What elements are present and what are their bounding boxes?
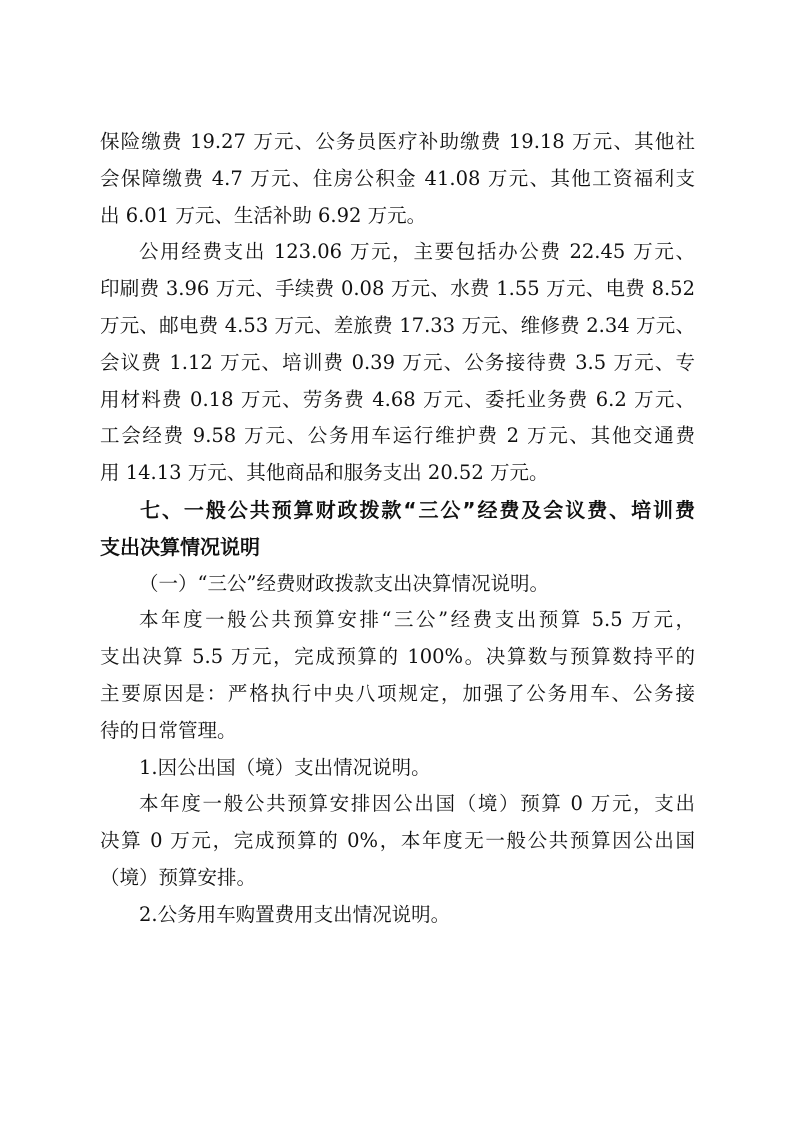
paragraph-line: 待的日常管理。 bbox=[100, 718, 237, 742]
paragraph-line: 用 14.13 万元、其他商品和服务支出 20.52 万元。 bbox=[100, 461, 549, 485]
paragraph-line: 万元、邮电费 4.53 万元、差旅费 17.33 万元、维修费 2.34 万元、 bbox=[100, 313, 695, 337]
document-body bbox=[100, 124, 695, 934]
paragraph-line: （境）预算安排。 bbox=[100, 865, 257, 889]
paragraph-line: 1.因公出国（境）支出情况说明。 bbox=[139, 755, 431, 779]
section-heading-line: 七、一般公共预算财政拨款“三公”经费及会议费、培训费 bbox=[140, 497, 695, 522]
paragraph-line: 用材料费 0.18 万元、劳务费 4.68 万元、委托业务费 6.2 万元、 bbox=[100, 387, 695, 411]
paragraph-line: 出 6.01 万元、生活补助 6.92 万元。 bbox=[100, 203, 427, 227]
paragraph-line: 会议费 1.12 万元、培训费 0.39 万元、公务接待费 3.5 万元、专 bbox=[100, 350, 695, 374]
paragraph-line: 决算 0 万元，完成预算的 0%，本年度无一般公共预算因公出国 bbox=[100, 829, 695, 853]
paragraph-line: 本年度一般公共预算安排“三公”经费支出预算 5.5 万元， bbox=[139, 608, 695, 632]
paragraph-line: 本年度一般公共预算安排因公出国（境）预算 0 万元，支出 bbox=[139, 792, 695, 816]
paragraph-line: 保险缴费 19.27 万元、公务员医疗补助缴费 19.18 万元、其他社 bbox=[100, 130, 695, 153]
paragraph-line: 主要原因是：严格执行中央八项规定，加强了公务用车、公务接 bbox=[100, 681, 695, 705]
paragraph-line: 工会经费 9.58 万元、公务用车运行维护费 2 万元、其他交通费 bbox=[100, 424, 695, 448]
paragraph-line: 公用经费支出 123.06 万元，主要包括办公费 22.45 万元、 bbox=[139, 240, 695, 264]
section-heading-line: 支出决算情况说明 bbox=[100, 534, 260, 559]
paragraph-line: 印刷费 3.96 万元、手续费 0.08 万元、水费 1.55 万元、电费 8.52 bbox=[100, 277, 695, 301]
paragraph-line: 2.公务用车购置费用支出情况说明。 bbox=[139, 902, 451, 926]
paragraph-line: 会保障缴费 4.7 万元、住房公积金 41.08 万元、其他工资福利支 bbox=[100, 166, 695, 190]
paragraph-line: 支出决算 5.5 万元，完成预算的 100%。决算数与预算数持平的 bbox=[100, 645, 695, 669]
paragraph-line: （一）“三公”经费财政拨款支出决算情况说明。 bbox=[139, 571, 549, 595]
